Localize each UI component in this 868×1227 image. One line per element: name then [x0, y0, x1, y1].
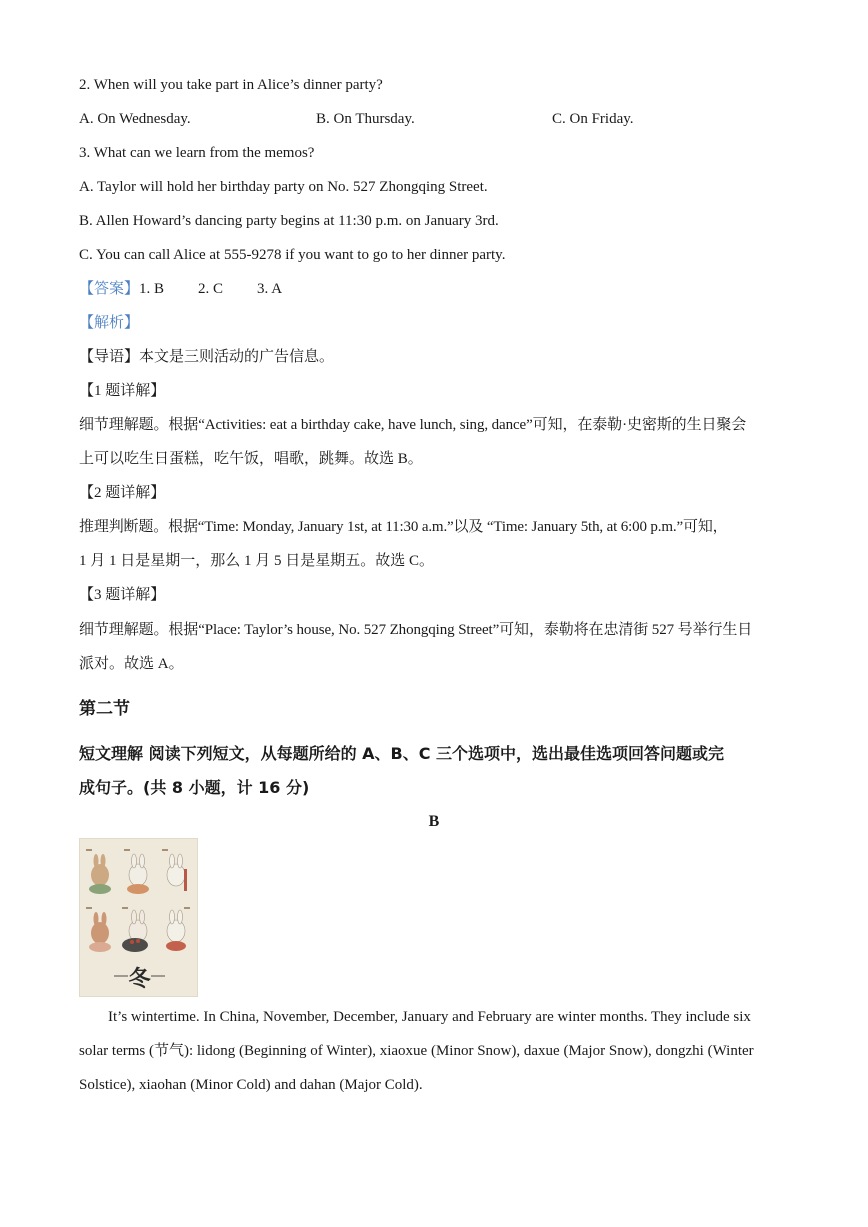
answer-3: 3. A — [257, 281, 283, 297]
detail-1-title: 【1 题详解】 — [79, 383, 166, 399]
rabbit-figure — [89, 912, 111, 952]
q3-option-b: B. Allen Howard’s dancing party begins at 11:30 p.m. on January 3rd. — [79, 213, 499, 229]
section-instructions-line-2: 成句子。(共 8 小题，计 16 分) — [79, 778, 310, 797]
answer-label: 【答案】 — [79, 281, 140, 297]
detail-3-line-2: 派对。故选 A。 — [79, 656, 184, 672]
rabbit-figure — [89, 854, 111, 894]
section-title: 第二节 — [79, 699, 130, 719]
detail-3-title: 【3 题详解】 — [79, 587, 166, 603]
detail-3-line-1: 细节理解题。根据“Place: Taylor’s house, No. 527 Zhongqing Street”可知，泰勒将在忠清街 527 号举行生日 — [79, 622, 753, 638]
q2-option-a: A. On Wednesday. — [79, 111, 191, 127]
section-instructions-line-1: 短文理解 阅读下列短文，从每题所给的 A、B、C 三个选项中，选出最佳选项回答问题或完 — [79, 744, 725, 763]
detail-2-line-2: 1 月 1 日是星期一，那么 1 月 5 日是星期五。故选 C。 — [79, 553, 435, 569]
detail-1-line-1: 细节理解题。根据“Activities: eat a birthday cake, have lunch, sing, dance”可知，在泰勒·史密斯的生日聚会 — [79, 417, 747, 433]
poster-winter-character: 冬 — [128, 967, 151, 992]
passage-line-3: Solstice), xiaohan (Minor Cold) and dahan (Major Cold). — [79, 1077, 423, 1093]
detail-2-line-1: 推理判断题。根据“Time: Monday, January 1st, at 11:30 a.m.”以及 “Time: January 5th, at 6:00 p.m.”可知， — [79, 519, 728, 535]
passage-letter: B — [428, 813, 440, 830]
answer-2: 2. C — [198, 281, 224, 297]
detail-2-title: 【2 题详解】 — [79, 485, 166, 501]
question-2: 2. When will you take part in Alice’s dinner party? — [79, 77, 383, 93]
passage-line-1: It’s wintertime. In China, November, December, January and February are winter months. They include six — [108, 1009, 751, 1025]
rabbit-figure — [127, 854, 149, 894]
q2-option-b: B. On Thursday. — [316, 111, 415, 127]
rabbit-figure — [167, 854, 187, 891]
rabbit-figure — [122, 910, 148, 952]
analysis-intro: 【导语】本文是三则活动的广告信息。 — [79, 349, 335, 365]
detail-1-line-2: 上可以吃生日蛋糕，吃午饭，唱歌，跳舞。故选 B。 — [79, 451, 423, 467]
rabbit-figure — [166, 910, 186, 951]
answer-line — [79, 279, 282, 299]
winter-rabbits-poster — [79, 838, 198, 997]
passage-line-2: solar terms (节气): lidong (Beginning of Winter), xiaoxue (Minor Snow), daxue (Major Snow), dongzhi (Winter — [79, 1043, 754, 1059]
q3-option-a: A. Taylor will hold her birthday party on No. 527 Zhongqing Street. — [79, 179, 488, 195]
q3-option-c: C. You can call Alice at 555-9278 if you want to go to her dinner party. — [79, 247, 506, 263]
q2-option-c: C. On Friday. — [552, 111, 634, 127]
answer-1: 1. B — [139, 281, 165, 297]
question-3: 3. What can we learn from the memos? — [79, 145, 315, 161]
analysis-label: 【解析】 — [79, 315, 140, 331]
